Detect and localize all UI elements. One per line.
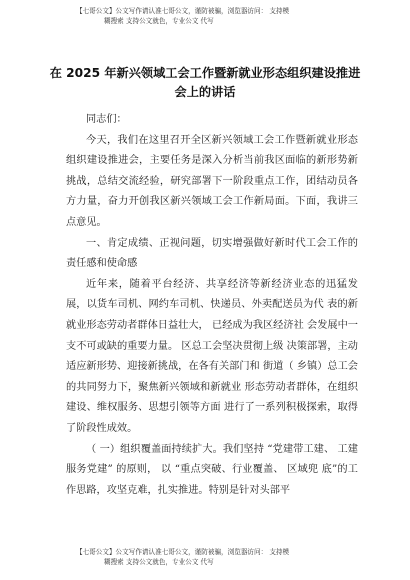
header-line-2: 糊搜索 支持公文就色，专业公文 代写 — [104, 17, 214, 25]
page-header — [76, 6, 376, 26]
paragraph-intro: 今天，我们在这里召开全区新兴领域工会工作暨新就业形态组织建设推进会，主要任务是深入分析当前我区面临的新形势新挑战，总结交流经验，研究部署下一阶段重点工作，团结动员各方力量，奋力开创我区新兴领域工会工作新局面。下面，我讲三点意见。 — [66, 134, 358, 228]
section-heading-1: 一、肯定成绩、正视问题，切实增强做好新时代工会工作的责任感和使命感 — [66, 237, 358, 270]
footer-line-2: 糊搜索 支持公文就色，专业公文 代写 — [104, 558, 214, 566]
paragraph-organization-coverage: （ 一）组织覆盖面持续扩大。我们坚持 “党建带工建、 工建服务党建” 的原则， 以 “重点突破、行业覆盖、 区域兜 底”的工作思路，攻坚克难，扎实推进。特别是针对头部平 — [66, 443, 358, 496]
paragraph-achievements: 近年来，随着平台经济、共享经济等新经济业态的迅猛发展，以货车司机、网约车司机、快递员、外卖配送员为代 表的新就业形态劳动者群体日益壮大， 已经成为我区经济社 会发展中一支不可或缺的重要力量。 区总工会坚决贯彻上级 决策部署，主动适应新形势、迎接新挑战，在各有关部门和 街道（ 乡镇）总工会的共同努力下，聚焦新兴领域和新就业 形态劳动者群体，在组织建设、维权服务、思想引领等方面 进行了一系列积极探索，取得了阶段性成效。 — [66, 278, 358, 434]
document-body — [66, 110, 358, 501]
footer-line-1: 【七哥公文】公文写作请认准七哥公文，谨防被骗，浏览器访问： 支持模 — [76, 548, 290, 556]
header-line-1: 【七哥公文】公文写作请认准七哥公文，谨防被骗，浏览器访问： 支持模 — [76, 7, 290, 15]
salutation: 同志们： — [86, 114, 127, 125]
document-title: 在 2025 年新兴领域工会工作暨新就业形态组织建设推进会上的讲话 — [49, 66, 361, 99]
page-footer — [76, 547, 376, 567]
